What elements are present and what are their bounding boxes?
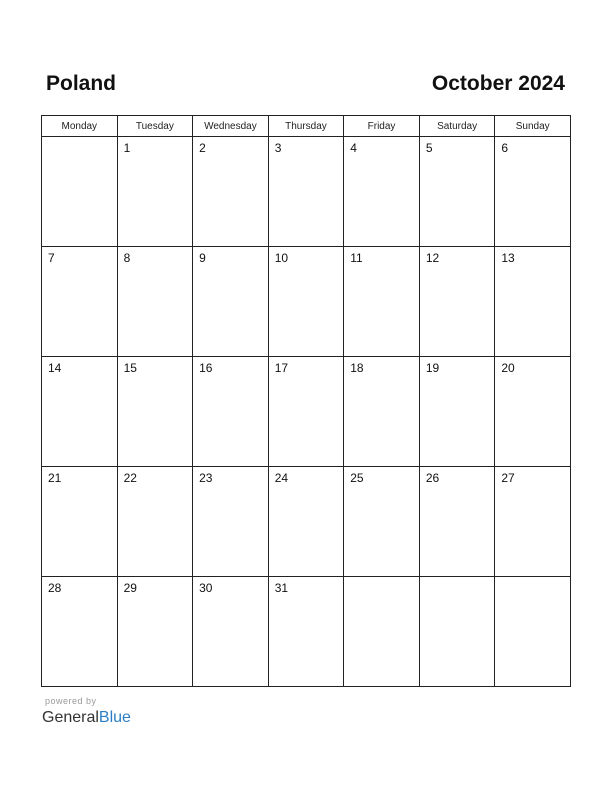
day-number: 30: [199, 581, 213, 595]
day-number: 14: [48, 361, 62, 375]
day-cell: [117, 467, 193, 577]
day-number: [420, 577, 495, 581]
day-number: [344, 577, 419, 581]
day-cell: [268, 247, 344, 357]
brand-blue-text: Blue: [98, 709, 131, 726]
day-cell: [419, 357, 495, 467]
day-number: [495, 577, 570, 581]
day-number: 18: [350, 361, 364, 375]
day-number: [42, 137, 117, 141]
day-number: 22: [123, 471, 137, 485]
day-number: 5: [425, 141, 433, 155]
day-cell: [117, 577, 193, 687]
week-row: [42, 467, 571, 577]
day-cell: [42, 247, 118, 357]
day-cell: [268, 137, 344, 247]
day-cell: [495, 467, 571, 577]
weekday-header-row: [42, 116, 571, 137]
day-cell: [42, 137, 118, 247]
day-number: 16: [199, 361, 213, 375]
day-number: 9: [199, 251, 206, 265]
day-number: 31: [274, 581, 289, 595]
day-number: 10: [274, 251, 289, 265]
day-number: 3: [274, 141, 282, 155]
country-title: Poland: [46, 72, 117, 95]
day-cell: [344, 577, 420, 687]
week-row: [42, 137, 571, 247]
day-cell: [193, 137, 269, 247]
day-cell: [193, 467, 269, 577]
day-cell: [344, 247, 420, 357]
brand-general-text: General: [42, 709, 99, 726]
day-number: 8: [123, 251, 131, 265]
weekday-monday: Monday: [42, 116, 118, 137]
weekday-thursday: Thursday: [268, 116, 344, 137]
day-cell: [193, 247, 269, 357]
day-cell: [419, 247, 495, 357]
weekday-tuesday: Tuesday: [117, 116, 193, 137]
day-number: 19: [425, 361, 440, 375]
day-cell: [193, 357, 269, 467]
day-cell: [42, 577, 118, 687]
day-number: 29: [123, 581, 137, 595]
day-number: 23: [199, 471, 213, 485]
day-number: 28: [48, 581, 62, 595]
day-cell: [495, 137, 571, 247]
day-number: 27: [501, 471, 515, 485]
day-number: 6: [501, 141, 509, 155]
day-cell: [419, 577, 495, 687]
day-cell: [268, 577, 344, 687]
day-cell: [344, 357, 420, 467]
footer-branding: [42, 696, 131, 728]
day-number: 12: [425, 251, 440, 265]
day-cell: [268, 467, 344, 577]
day-cell: [344, 137, 420, 247]
day-cell: [495, 357, 571, 467]
day-number: 1: [123, 141, 131, 155]
month-title: October 2024: [431, 72, 565, 95]
brand-logo[interactable]: [42, 708, 131, 728]
day-number: 17: [274, 361, 289, 375]
day-number: 13: [501, 251, 515, 265]
day-cell: [117, 357, 193, 467]
day-cell: [117, 137, 193, 247]
day-cell: [117, 247, 193, 357]
day-number: 21: [48, 471, 62, 485]
day-number: 2: [199, 141, 206, 155]
calendar-grid: [41, 115, 571, 687]
day-number: 7: [48, 251, 55, 265]
day-cell: [42, 357, 118, 467]
day-number: 11: [350, 251, 363, 265]
powered-by-text: powered by: [45, 696, 97, 706]
weekday-friday: Friday: [344, 116, 420, 137]
weekday-wednesday: Wednesday: [193, 116, 269, 137]
day-cell: [344, 467, 420, 577]
day-cell: [495, 577, 571, 687]
weekday-saturday: Saturday: [419, 116, 495, 137]
day-number: 20: [501, 361, 515, 375]
day-number: 4: [350, 141, 357, 155]
weekday-sunday: Sunday: [495, 116, 571, 137]
week-row: [42, 357, 571, 467]
day-cell: [42, 467, 118, 577]
day-cell: [268, 357, 344, 467]
week-row: [42, 577, 571, 687]
day-number: 15: [123, 361, 137, 375]
day-number: 24: [274, 471, 289, 485]
day-number: 26: [425, 471, 440, 485]
day-cell: [193, 577, 269, 687]
day-cell: [419, 137, 495, 247]
day-number: 25: [350, 471, 364, 485]
day-cell: [419, 467, 495, 577]
week-row: [42, 247, 571, 357]
day-cell: [495, 247, 571, 357]
